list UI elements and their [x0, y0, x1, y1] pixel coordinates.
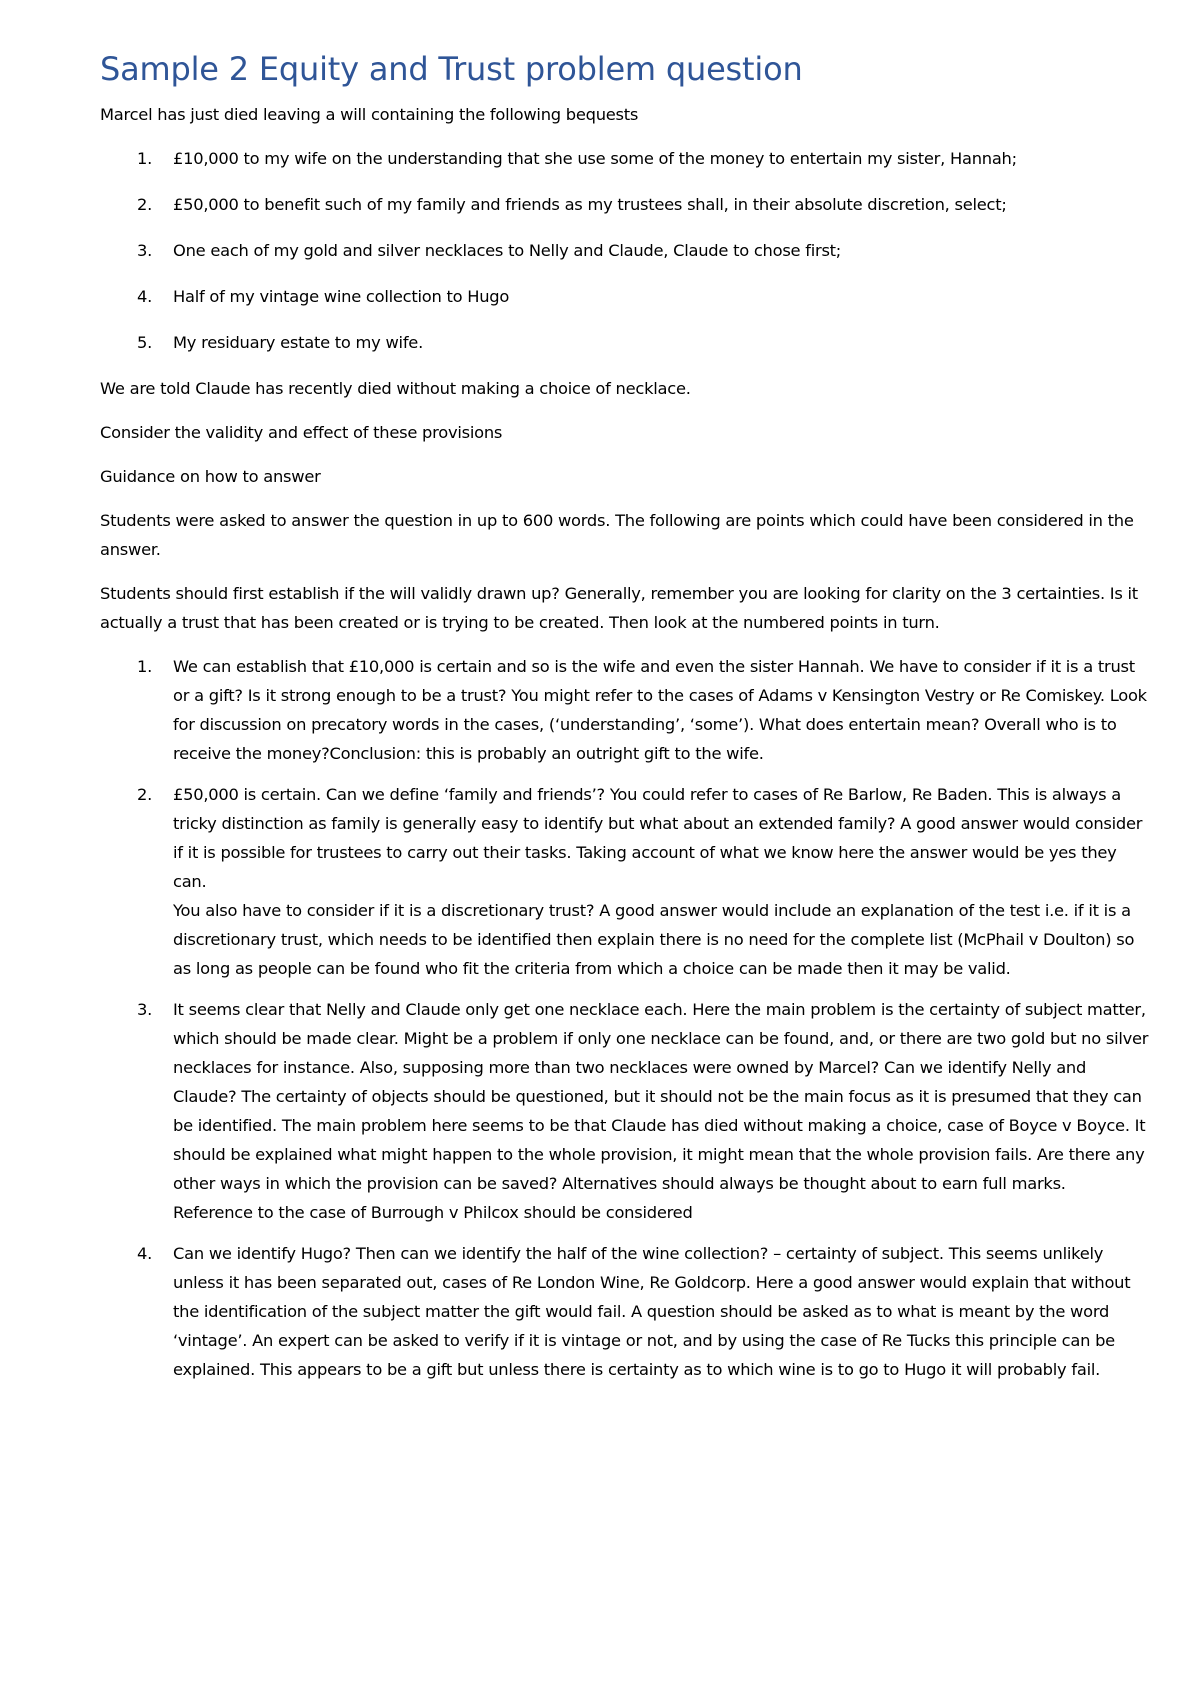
- list-number: 2.: [137, 785, 153, 804]
- list-item-text: One each of my gold and silver necklaces to Nelly and Claude, Claude to chose first;: [173, 241, 842, 260]
- establish-paragraph: Students should first establish if the will validly drawn up? Generally, remember you are looking for clarity on the 3 certainties. Is it actually a trust that has been created or is trying to be created. Then look at the numbered points in turn.: [100, 584, 1138, 632]
- list-item-text: £50,000 to benefit such of my family and friends as my trustees shall, in their absolute discretion, select;: [173, 195, 1007, 214]
- list-item: [100, 652, 1150, 768]
- guidance-heading: Guidance on how to answer: [100, 467, 321, 486]
- list-item-text-continued: You also have to consider if it is a discretionary trust? A good answer would include an explanation of the test i.e. if it is a discretionary trust, which needs to be identified then explain there is no need for the complete list (McPhail v Doulton) so as long as people can be found who fit the criteria from which a choice can be made then it may be valid.: [173, 901, 1135, 978]
- list-number: 4.: [137, 1244, 153, 1263]
- list-number: 1.: [137, 657, 153, 676]
- list-item-text: £10,000 to my wife on the understanding that she use some of the money to entertain my sister, Hannah;: [173, 149, 1017, 168]
- list-number: 4.: [137, 287, 153, 306]
- list-item: [100, 190, 1150, 219]
- list-item-text: My residuary estate to my wife.: [173, 333, 423, 352]
- list-item-text: It seems clear that Nelly and Claude only get one necklace each. Here the main problem is the certainty of subject matter, which should be made clear. Might be a problem if only one necklace can be found, and, or there are two gold but no silver necklaces for instance. Also, supposing more than two necklaces were owned by Marcel? Can we identify Nelly and Claude? The certainty of objects should be questioned, but it should not be the main focus as it is presumed that they can be identified. The main problem here seems to be that Claude has died without making a choice, case of Boyce v Boyce. It should be explained what might happen to the whole provision, it might mean that the whole provision fails. Are there any other ways in which the provision can be saved? Alternatives should always be thought about to earn full marks. Reference to the case of Burrough v Philcox should be considered: [173, 1000, 1149, 1222]
- list-item: [100, 328, 1150, 357]
- list-number: 3.: [137, 241, 153, 260]
- list-item-text: Can we identify Hugo? Then can we identify the half of the wine collection? – certainty of subject. This seems unlikely unless it has been separated out, cases of Re London Wine, Re Goldcorp. Here a good answer would explain that without the identification of the subject matter the gift would fail. A question should be asked as to what is meant by the word ‘vintage’. An expert can be asked to verify if it is vintage or not, and by using the case of Re Tucks this principle can be explained. This appears to be a gift but unless there is certainty as to which wine is to go to Hugo it will probably fail.: [173, 1244, 1131, 1379]
- consider-paragraph: Consider the validity and effect of these provisions: [100, 423, 503, 442]
- bequests-list: [100, 144, 1150, 357]
- list-item: [100, 1239, 1150, 1384]
- list-number: 1.: [137, 149, 153, 168]
- guidance-points-list: [100, 652, 1150, 1384]
- list-item-text: £50,000 is certain. Can we define ‘family and friends’? You could refer to cases of Re Barlow, Re Baden. This is always a tricky distinction as family is generally easy to identify but what about an extended family? A good answer would consider if it is possible for trustees to carry out their tasks. Taking account of what we know here the answer would be yes they can.: [173, 785, 1143, 891]
- list-number: 3.: [137, 1000, 153, 1019]
- list-item: [100, 236, 1150, 265]
- guidance-intro-paragraph: Students were asked to answer the question in up to 600 words. The following are points which could have been considered in the answer.: [100, 511, 1134, 559]
- list-item: [100, 780, 1150, 983]
- page-title: Sample 2 Equity and Trust problem question: [100, 50, 803, 88]
- list-item-text: Half of my vintage wine collection to Hugo: [173, 287, 510, 306]
- list-number: 2.: [137, 195, 153, 214]
- list-item: [100, 144, 1150, 173]
- list-item: [100, 995, 1150, 1227]
- claude-paragraph: We are told Claude has recently died without making a choice of necklace.: [100, 379, 691, 398]
- list-number: 5.: [137, 333, 153, 352]
- list-item-text: We can establish that £10,000 is certain and so is the wife and even the sister Hannah. We have to consider if it is a trust or a gift? Is it strong enough to be a trust? You might refer to the cases of Adams v Kensington Vestry or Re Comiskey. Look for discussion on precatory words in the cases, (‘understanding’, ‘some’). What does entertain mean? Overall who is to receive the money?Conclusion: this is probably an outright gift to the wife.: [173, 657, 1147, 763]
- list-item: [100, 282, 1150, 311]
- intro-paragraph: Marcel has just died leaving a will containing the following bequests: [100, 105, 639, 124]
- document-page: [100, 48, 1150, 1399]
